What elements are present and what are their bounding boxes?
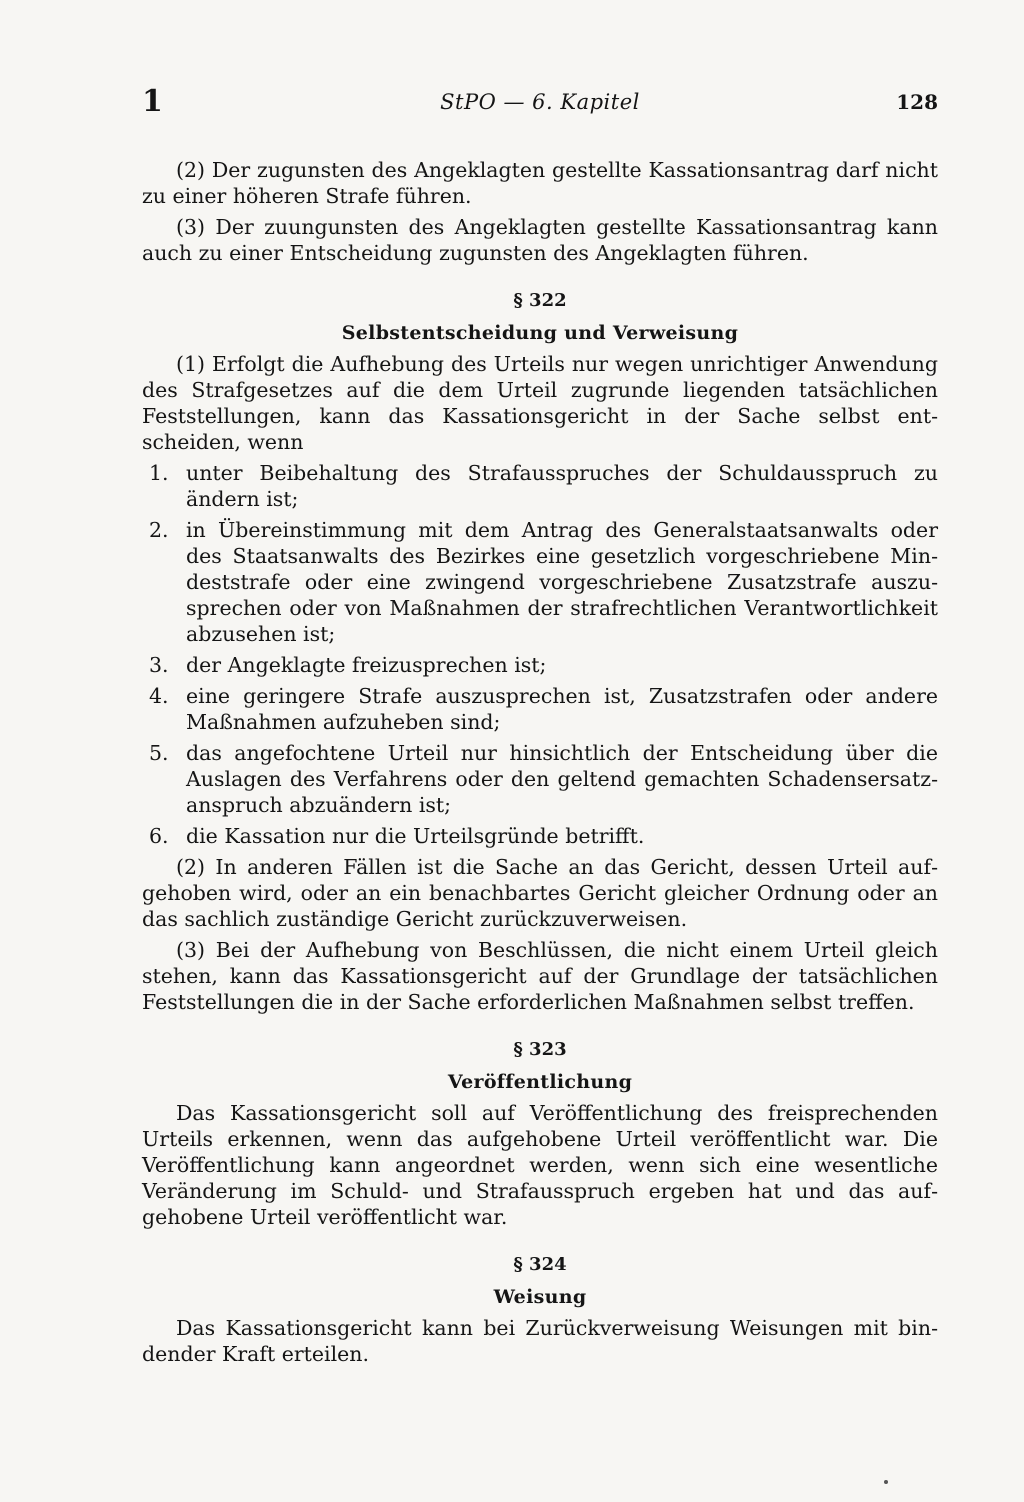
- section-324-paragraph: Das Kassationsgericht kann bei Zurückverweisung Weisungen mit bindender Kraft erteilen.: [142, 1316, 938, 1366]
- section-322-number: § 322: [513, 290, 567, 311]
- list-item-number: 2.: [149, 518, 169, 542]
- list-item-number: 6.: [149, 824, 169, 848]
- list-item-text: unter Beibehaltung des Strafausspruches der Schuldausspruch zu ändern ist;: [186, 461, 938, 511]
- running-header: [142, 84, 938, 124]
- section-322-title: Selbstentscheidung und Verweisung: [341, 322, 739, 344]
- list-item-number: 1.: [149, 461, 169, 485]
- list-item: [142, 460, 938, 512]
- volume-number: 1: [142, 84, 163, 119]
- intro-paragraph-3: (3) Der zuungunsten des Angeklagten gestellte Kassationsantrag kann auch zu einer Entscheidung zugunsten des Angeklagten führen.: [142, 215, 938, 265]
- list-item-number: 3.: [149, 653, 169, 677]
- list-item-number: 4.: [149, 684, 169, 708]
- page-number: 128: [896, 90, 938, 114]
- intro-paragraph-2: (2) Der zugunsten des Angeklagten gestellte Kassationsantrag darf nicht zu einer höheren Strafe führen.: [142, 158, 938, 208]
- list-item-text: in Übereinstimmung mit dem Antrag des Generalstaatsanwalts oder des Staatsanwalts des Bezirkes eine gesetzlich vorgeschriebene Mindeststrafe oder eine zwingend vorgeschriebene Zusatzstrafe auszusprechen oder von Maßnahmen der strafrechtlichen Verantwortlichkeit abzusehen ist;: [186, 518, 938, 646]
- running-title: StPO — 6. Kapitel: [440, 90, 640, 114]
- section-324-title: Weisung: [493, 1286, 587, 1308]
- list-item-number: 5.: [149, 741, 169, 765]
- list-item: [142, 683, 938, 735]
- section-322-paragraph-3: (3) Bei der Aufhebung von Beschlüssen, die nicht einem Urteil gleich stehen, kann das Kassationsgericht auf der Grundlage der tatsächlichen Feststellungen die in der Sache erforderlichen Maßnahmen selbst treffen.: [142, 938, 938, 1014]
- list-item: [142, 740, 938, 818]
- section-324-number: § 324: [513, 1254, 567, 1275]
- section-322-paragraph-1: (1) Erfolgt die Aufhebung des Urteils nur wegen unrichtiger Anwendung des Strafgesetzes auf die dem Urteil zugrunde liegenden tatsächlichen Feststellungen, kann das Kassationsgericht in der Sache selbst entscheiden, wenn: [142, 352, 938, 454]
- section-323-paragraph: Das Kassationsgericht soll auf Veröffentlichung des freisprechenden Urteils erkennen, wenn das aufgehobene Urteil veröffentlicht war. Die Veröffentlichung kann angeordnet werden, wenn sich eine wesentliche Veränderung im Schuld- und Strafausspruch ergeben hat und das aufgehobene Urteil veröffentlicht war.: [142, 1101, 938, 1229]
- list-item-text: eine geringere Strafe auszusprechen ist, Zusatzstrafen oder andere Maßnahmen aufzuheben sind;: [186, 684, 938, 734]
- page-body: [142, 157, 938, 1372]
- section-323-title: Veröffentlichung: [447, 1071, 633, 1093]
- list-item: [142, 823, 938, 849]
- section-322-item-list: [142, 460, 938, 849]
- list-item-text: die Kassation nur die Urteilsgründe betrifft.: [186, 824, 645, 848]
- list-item-text: das angefochtene Urteil nur hinsichtlich der Entscheidung über die Auslagen des Verfahrens oder den geltend gemachten Schadensersatzanspruch abzuändern ist;: [186, 741, 938, 817]
- section-323-number: § 323: [513, 1039, 567, 1060]
- section-322-paragraph-2: (2) In anderen Fällen ist die Sache an das Gericht, dessen Urteil aufgehoben wird, oder an ein benachbartes Gericht gleicher Ordnung oder an das sachlich zuständige Gericht zurückzuverweisen.: [142, 855, 938, 931]
- list-item: [142, 652, 938, 678]
- scan-speck: [884, 1480, 888, 1484]
- list-item-text: der Angeklagte freizusprechen ist;: [186, 653, 547, 677]
- list-item: [142, 517, 938, 647]
